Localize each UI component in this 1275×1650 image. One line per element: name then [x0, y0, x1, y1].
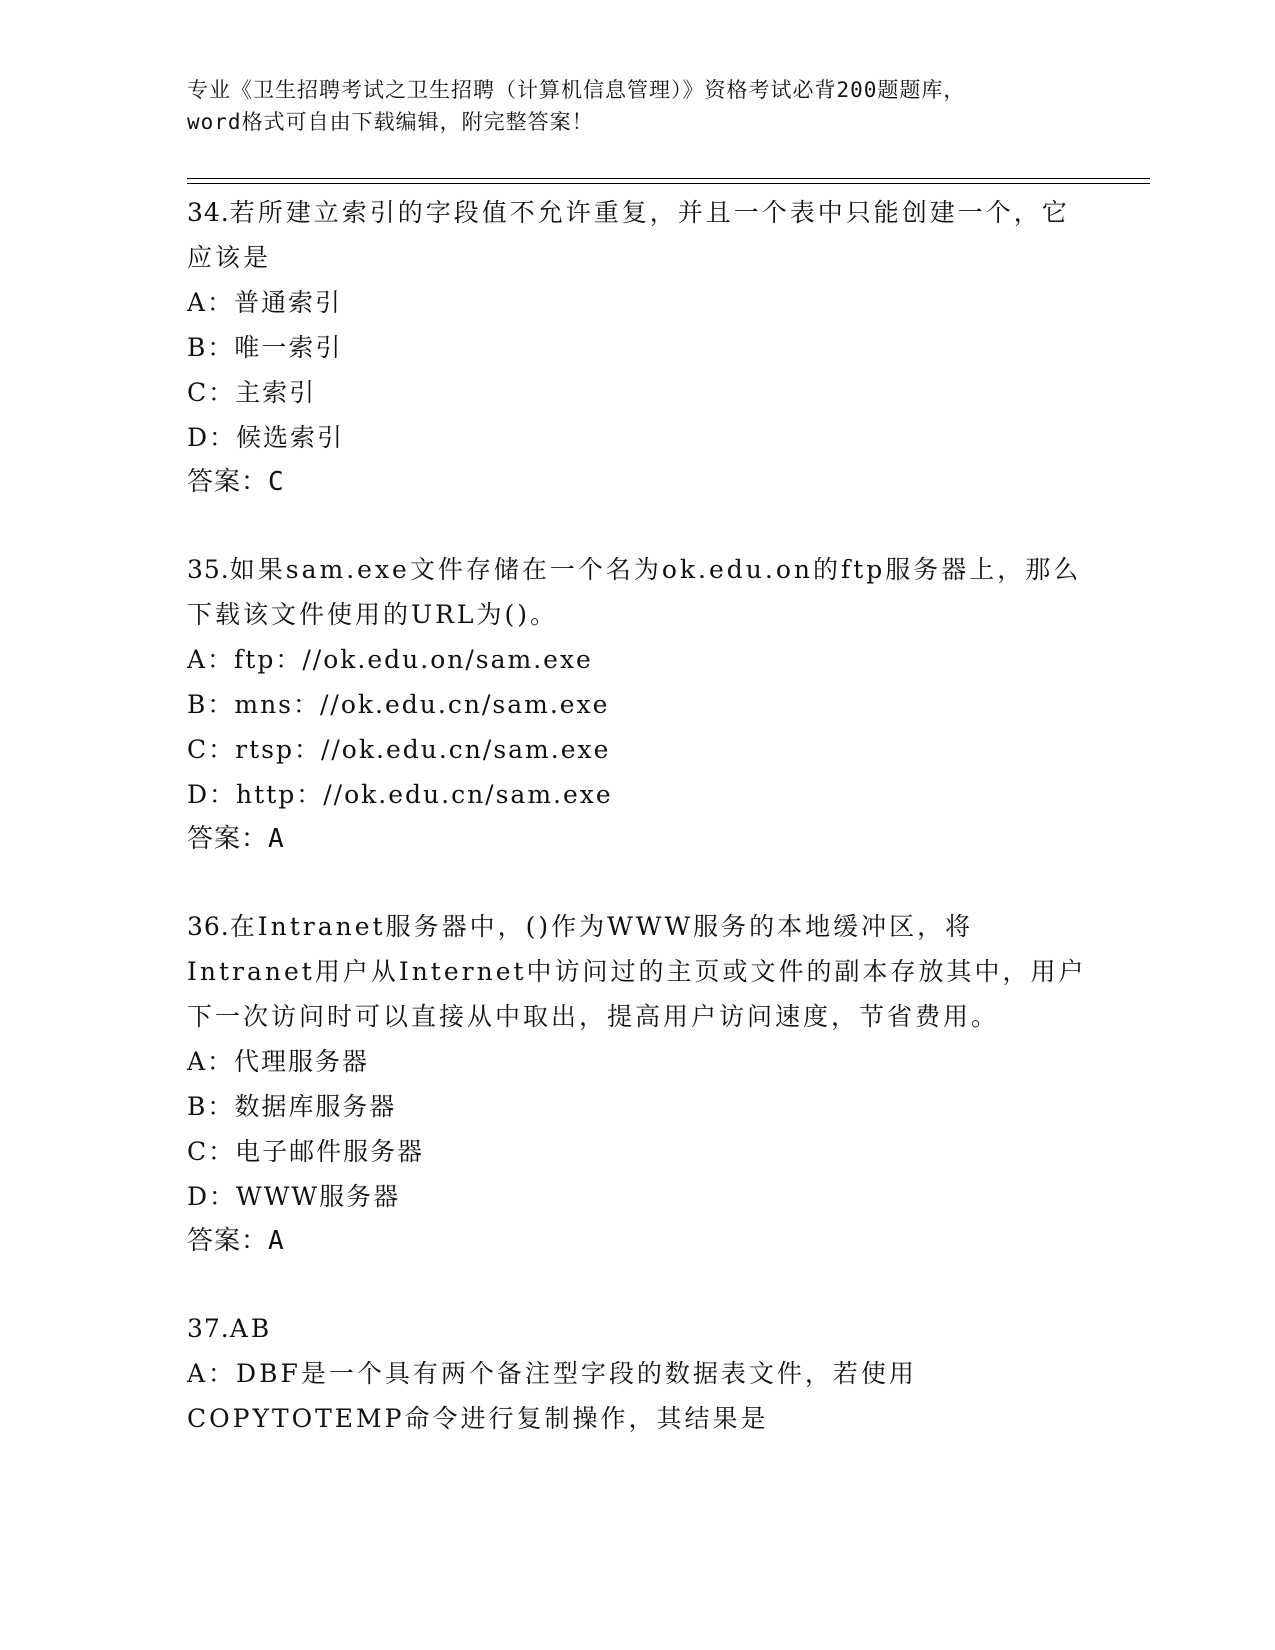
- question-stem: [187, 904, 1087, 1039]
- question-text: 如果sam.exe文件存储在一个名为ok.edu.on的ftp服务器上，那么下载该文件使用的URL为()。: [187, 555, 1082, 629]
- option-a: A：DBF是一个具有两个备注型字段的数据表文件，若使用COPYTOTEMP命令进行复制操作，其结果是: [187, 1359, 917, 1433]
- option-a: A：代理服务器: [187, 1047, 370, 1076]
- option-c: C：rtsp：//ok.edu.cn/sam.exe: [187, 735, 611, 764]
- option-b: B：mns：//ok.edu.cn/sam.exe: [187, 690, 610, 719]
- answer-line: 答案：C: [187, 467, 285, 497]
- question-34: [187, 190, 1087, 505]
- option-a: A：ftp：//ok.edu.on/sam.exe: [187, 645, 593, 674]
- question-list: [187, 190, 1087, 1483]
- header-divider-top: [187, 178, 1150, 179]
- question-text: 在Intranet服务器中，()作为WWW服务的本地缓冲区，将Intranet用户从Internet中访问过的主页或文件的副本存放其中，用户下一次访问时可以直接从中取出，提高用户访问速度，节省费用。: [187, 912, 1087, 1031]
- question-stem: [187, 1306, 1087, 1351]
- option-d: D：WWW服务器: [187, 1182, 401, 1211]
- question-stem: [187, 547, 1087, 637]
- option-d: D：候选索引: [187, 423, 345, 452]
- option-b: B：唯一索引: [187, 333, 343, 362]
- option-a: A：普通索引: [187, 288, 343, 317]
- question-35: [187, 547, 1087, 862]
- question-number: 34.: [187, 198, 230, 227]
- header-divider-bottom: [187, 183, 1150, 184]
- option-c: C：主索引: [187, 378, 317, 407]
- document-header: [187, 74, 1087, 138]
- option-b: B：数据库服务器: [187, 1092, 397, 1121]
- question-number: 36.: [187, 912, 230, 941]
- header-line-2: word格式可自由下载编辑，附完整答案！: [187, 110, 594, 134]
- header-line-1: 专业《卫生招聘考试之卫生招聘（计算机信息管理）》资格考试必背200题题库，: [187, 78, 966, 102]
- question-text: 若所建立索引的字段值不允许重复，并且一个表中只能创建一个，它应该是: [187, 198, 1070, 272]
- question-stem: [187, 190, 1087, 280]
- answer-line: 答案：A: [187, 824, 285, 854]
- question-37: [187, 1306, 1087, 1441]
- option-c: C：电子邮件服务器: [187, 1137, 425, 1166]
- answer-line: 答案：A: [187, 1226, 285, 1256]
- question-36: [187, 904, 1087, 1264]
- option-d: D：http：//ok.edu.cn/sam.exe: [187, 780, 613, 809]
- question-number: 37.: [187, 1314, 230, 1343]
- question-text: AB: [229, 1314, 273, 1343]
- question-number: 35.: [187, 555, 230, 584]
